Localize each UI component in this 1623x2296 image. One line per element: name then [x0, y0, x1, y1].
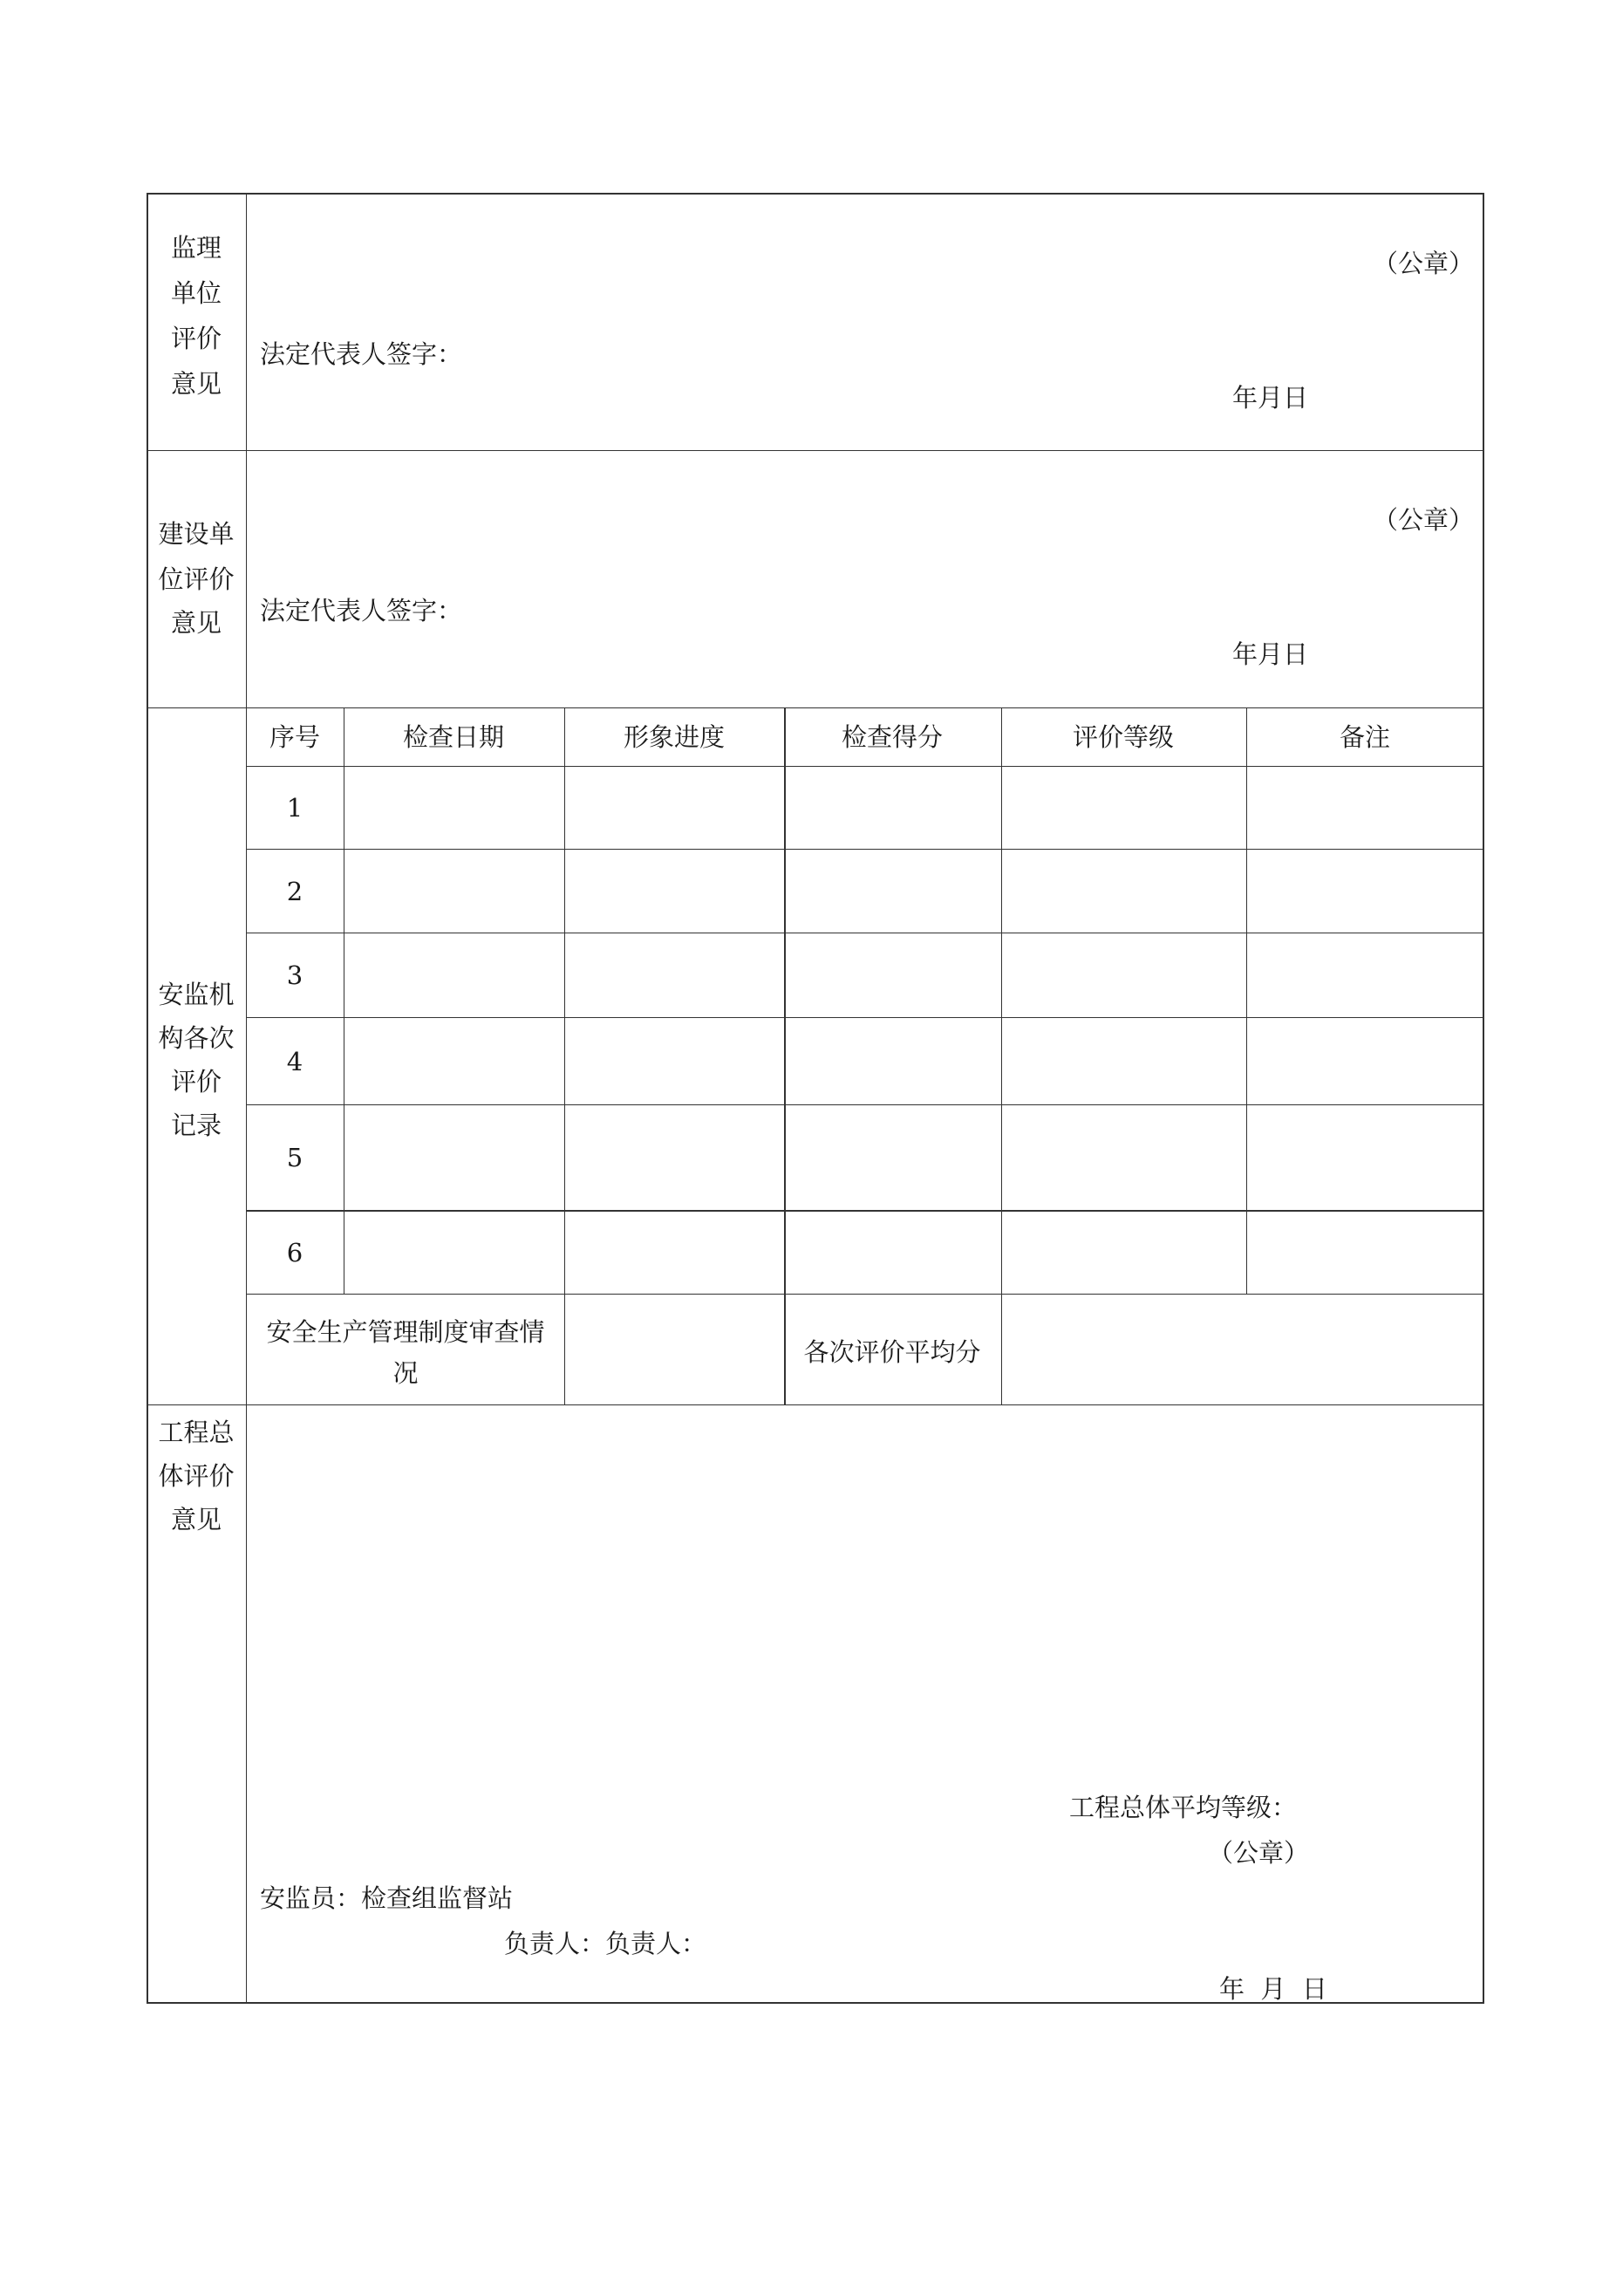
header-evaluation-grade: 评价等级 [1072, 722, 1175, 752]
builder-label-line-2: 位评价 [158, 564, 235, 594]
supervisor-label-line-1: 监理 [170, 233, 222, 263]
records-col-divider-5 [1246, 707, 1247, 1294]
supervisor-label-line-2: 单位 [170, 278, 222, 308]
records-col-divider-2 [564, 707, 565, 1404]
header-serial-no: 序号 [269, 722, 321, 752]
table-row-number: 4 [286, 1047, 303, 1076]
evaluation-form-frame [147, 193, 1484, 2004]
overall-date-text: 年 月 日 [1219, 1974, 1327, 2004]
table-row-number: 3 [286, 960, 303, 990]
records-header-divider [246, 766, 1484, 767]
records-label-line-4: 记录 [170, 1110, 222, 1140]
divider-builder-records [147, 707, 1484, 708]
supervisor-date-text: 年月日 [1232, 383, 1309, 413]
records-row-divider-3 [246, 1017, 1484, 1018]
builder-signature-label: 法定代表人签字： [260, 596, 463, 625]
header-remarks: 备注 [1339, 722, 1391, 752]
builder-seal-text: （公章） [1372, 505, 1474, 535]
overall-seal-text: （公章） [1208, 1838, 1310, 1868]
overall-label-line-2: 体评价 [158, 1461, 235, 1491]
header-inspection-date: 检查日期 [402, 722, 505, 752]
records-row-divider-4 [246, 1104, 1484, 1105]
safety-review-label-line-2: 况 [392, 1358, 419, 1388]
records-col-divider-4 [1001, 707, 1002, 1404]
overall-average-grade-label: 工程总体平均等级： [1069, 1793, 1298, 1822]
header-progress: 形象进度 [623, 722, 726, 752]
safety-review-label-line-1: 安全生产管理制度审查情 [266, 1317, 545, 1347]
records-row-divider-5 [246, 1210, 1484, 1212]
overall-responsible-line: 负责人：负责人： [504, 1929, 707, 1958]
table-row-number: 2 [286, 877, 303, 906]
records-row-divider-6 [246, 1294, 1484, 1295]
overall-inspector-line: 安监员：检查组监督站 [260, 1883, 514, 1913]
divider-supervisor-builder [147, 450, 1484, 451]
records-col-divider-3 [784, 707, 786, 1404]
table-row-number: 1 [286, 793, 303, 823]
overall-label-line-3: 意见 [170, 1505, 222, 1534]
records-label-line-3: 评价 [170, 1067, 222, 1097]
supervisor-label-line-3: 评价 [170, 324, 222, 353]
overall-label-line-1: 工程总 [158, 1418, 235, 1447]
supervisor-signature-label: 法定代表人签字： [260, 339, 463, 369]
header-inspection-score: 检查得分 [841, 722, 944, 752]
records-label-line-2: 构各次 [158, 1023, 235, 1053]
records-label-line-1: 安监机 [158, 980, 235, 1009]
average-score-label: 各次评价平均分 [803, 1337, 981, 1367]
builder-date-text: 年月日 [1232, 639, 1309, 669]
builder-label-line-3: 意见 [170, 608, 222, 638]
supervisor-label-line-4: 意见 [170, 369, 222, 399]
records-row-divider-1 [246, 849, 1484, 850]
table-row-number: 5 [286, 1143, 303, 1172]
divider-records-overall [147, 1404, 1484, 1405]
table-row-number: 6 [286, 1238, 303, 1268]
builder-label-line-1: 建设单 [158, 519, 235, 549]
label-column-divider [246, 193, 247, 2004]
supervisor-seal-text: （公章） [1372, 249, 1474, 278]
